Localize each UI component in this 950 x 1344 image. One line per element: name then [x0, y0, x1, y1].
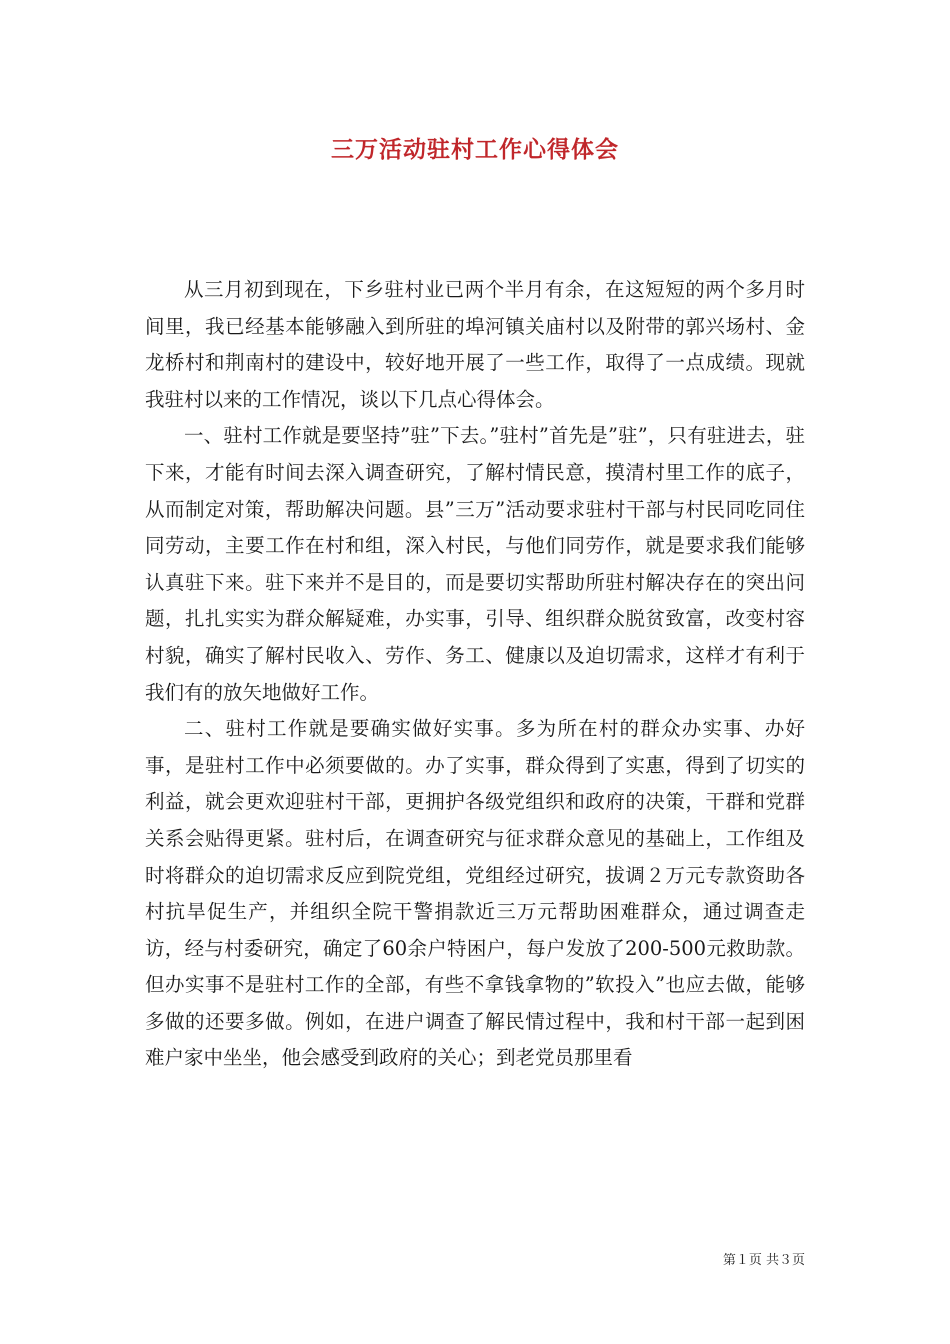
paragraph-intro: 从三月初到现在，下乡驻村业已两个半月有余，在这短短的两个多月时间里，我已经基本能够融入到所驻的埠河镇关庙村以及附带的郭兴场村、金龙桥村和荆南村的建设中，较好地开展了一些工作，取得了一点成绩。现就我驻村以来的工作情况，谈以下几点心得体会。 — [145, 278, 805, 411]
paragraph-section-two: 二、驻村工作就是要确实做好实事。多为所在村的群众办实事、办好事，是驻村工作中必须要做的。办了实事，群众得到了实惠，得到了切实的利益，就会更欢迎驻村干部，更拥护各级党组织和政府的决策，干群和党群关系会贴得更紧。驻村后，在调查研究与征求群众意见的基础上，工作组及时将群众的迫切需求反应到院党组，党组经过研究，拔调２万元专款资助各村抗旱促生产，并组织全院干警捐款近三万元帮助困难群众，通过调查走访，经与村委研究，确定了60余户特困户，每户发放了200-500元救助款。但办实事不是驻村工作的全部，有些不拿钱拿物的”软投入”也应去做，能够多做的还要多做。例如，在进户调查了解民情过程中，我和村干部一起到困难户家中坐坐，他会感受到政府的关心；到老党员那里看 — [145, 717, 805, 1070]
document-title: 三万活动驻村工作心得体会 — [331, 136, 619, 163]
page-number: 第１页 共３页 — [722, 1253, 805, 1268]
document-body — [145, 272, 805, 1077]
paragraph-section-one: 一、驻村工作就是要坚持”驻”下去。”驻村”首先是”驻”，只有驻进去，驻下来，才能有时间去深入调查研究，了解村情民意，摸清村里工作的底子，从而制定对策，帮助解决问题。县”三万”活动要求驻村干部与村民同吃同住同劳动，主要工作在村和组，深入村民，与他们同劳作，就是要求我们能够认真驻下来。驻下来并不是目的，而是要切实帮助所驻村解决存在的突出问题，扎扎实实为群众解疑难，办实事，引导、组织群众脱贫致富，改变村容村貌，确实了解村民收入、劳作、务工、健康以及迫切需求，这样才有利于我们有的放矢地做好工作。 — [145, 424, 805, 704]
